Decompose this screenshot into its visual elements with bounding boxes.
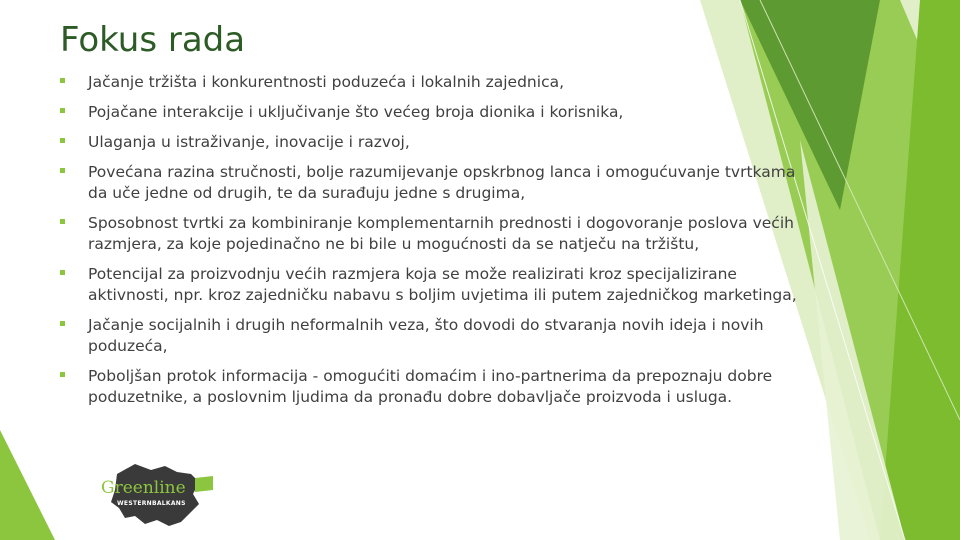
flag-icon (195, 476, 213, 492)
bullet-item (58, 366, 818, 408)
bullet-text: Pojačane interakcije i uključivanje što većeg broja dionika i korisnika, (88, 103, 624, 121)
facet-bottom-left (0, 430, 55, 540)
bullet-item (58, 102, 818, 123)
bullet-marker-icon (60, 270, 65, 275)
bullet-marker-icon (60, 108, 65, 113)
bullet-marker-icon (60, 138, 65, 143)
bullet-item (58, 132, 818, 153)
bullet-text: Jačanje socijalnih i drugih neformalnih veza, što dovodi do stvaranja novih ideja i novih poduzeća, (88, 316, 764, 355)
bullet-item (58, 213, 818, 255)
logo-subtitle: WESTERNBALKANS (117, 500, 186, 507)
bullet-marker-icon (60, 321, 65, 326)
greenline-logo (95, 460, 220, 530)
bullet-item (58, 162, 818, 204)
bullet-text: Povećana razina stručnosti, bolje razumijevanje opskrbnog lanca i omogućuvanje tvrtkama da uče jedne od drugih, te da surađuju jedne s drugima, (88, 163, 796, 202)
bullet-text: Sposobnost tvrtki za kombiniranje komplementarnih prednosti i dogovoranje poslova većih razmjera, za koje pojedinačno ne bi bile u mogućnosti da se natječu na tržištu, (88, 214, 794, 253)
bullet-marker-icon (60, 78, 65, 83)
bullet-text: Ulaganja u istraživanje, inovacije i razvoj, (88, 133, 410, 151)
bullet-marker-icon (60, 219, 65, 224)
bullet-text: Poboljšan protok informacija - omogućiti domaćim i ino-partnerima da prepoznaju dobre poduzetnike, a poslovnim ljudima da pronađu dobre dobavljače proizvoda i usluga. (88, 367, 773, 406)
bullet-text: Potencijal za proizvodnju većih razmjera koja se može realizirati kroz specijalizirane aktivnosti, npr. kroz zajedničku nabavu s boljim uvjetima ili putem zajedničkog marketinga, (88, 265, 797, 304)
bullet-item (58, 72, 818, 93)
bullet-item (58, 264, 818, 306)
bullet-item (58, 315, 818, 357)
logo-name: Greenline (101, 478, 186, 498)
slide-title: Fokus rada (60, 20, 246, 60)
bullet-list (58, 72, 818, 417)
bullet-marker-icon (60, 372, 65, 377)
bullet-marker-icon (60, 168, 65, 173)
bullet-text: Jačanje tržišta i konkurentnosti poduzeća i lokalnih zajednica, (88, 73, 565, 91)
